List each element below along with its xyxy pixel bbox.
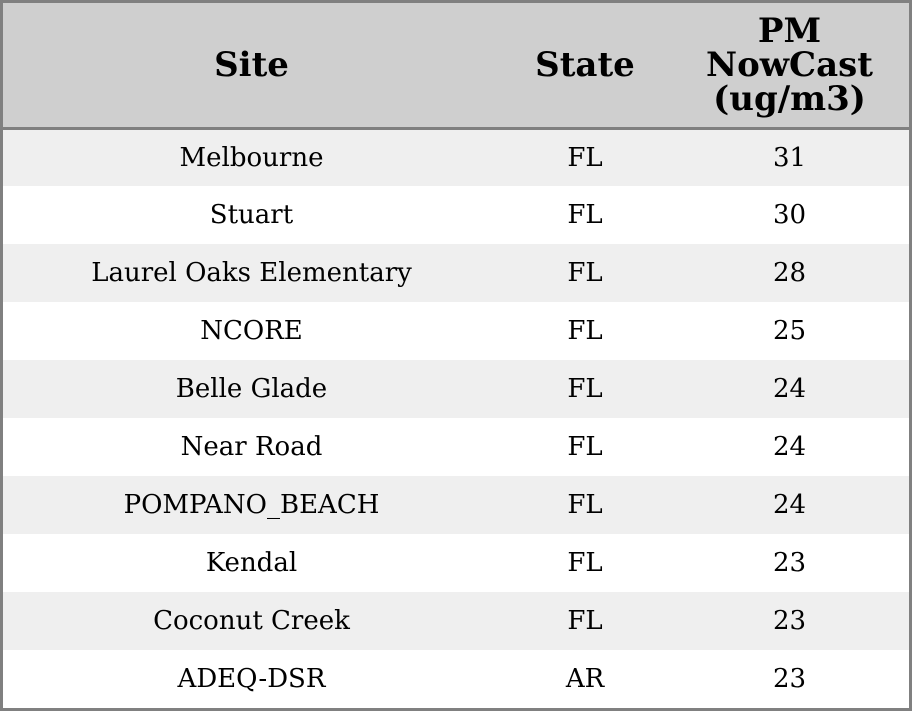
table-body (3, 128, 909, 708)
table-row (3, 418, 909, 476)
cell-pm-value: 30 (772, 200, 807, 230)
cell-pm-value: 24 (772, 432, 807, 462)
cell-state: FL (567, 142, 603, 173)
cell-state: FL (567, 490, 603, 520)
column-header-site (3, 3, 500, 128)
cell-pm-value: 23 (772, 664, 807, 694)
cell-site: ADEQ-DSR (177, 664, 326, 694)
cell-pm-value: 23 (772, 548, 807, 578)
cell-site: Laurel Oaks Elementary (91, 258, 412, 288)
table-row (3, 302, 909, 360)
table-row (3, 128, 909, 186)
column-header-pm-line-1: PM (757, 10, 822, 51)
cell-pm-value: 24 (772, 490, 807, 520)
cell-state: FL (567, 200, 603, 230)
column-header-pm-line-3: (ug/m3) (713, 78, 866, 119)
cell-state: FL (567, 374, 603, 404)
table-row (3, 186, 909, 244)
cell-state: FL (567, 606, 603, 636)
cell-pm-value: 23 (772, 606, 807, 636)
cell-site: Near Road (180, 432, 323, 462)
column-header-site-text: Site (214, 44, 289, 85)
column-header-pm-nowcast (670, 3, 909, 128)
table-row (3, 592, 909, 650)
table-row (3, 244, 909, 302)
cell-pm-value: 25 (772, 316, 807, 346)
cell-site: Coconut Creek (153, 606, 350, 636)
column-header-pm-line-2: NowCast (706, 44, 873, 85)
cell-site: POMPANO_BEACH (123, 490, 380, 520)
table-row (3, 476, 909, 534)
cell-site: Melbourne (179, 142, 324, 173)
cell-state: FL (567, 258, 603, 288)
cell-state: FL (567, 548, 603, 578)
table-row (3, 650, 909, 708)
column-header-state (500, 3, 670, 128)
cell-state: FL (567, 316, 603, 346)
cell-pm-value: 31 (772, 142, 807, 173)
cell-site: Kendal (205, 548, 298, 578)
cell-state: FL (567, 432, 603, 462)
pm-nowcast-table (3, 3, 909, 708)
cell-pm-value: 24 (772, 374, 807, 404)
cell-site: Belle Glade (175, 374, 328, 404)
cell-state: AR (565, 664, 605, 694)
column-header-state-text: State (535, 44, 635, 85)
cell-site: Stuart (209, 200, 294, 230)
table-header (3, 3, 909, 128)
table-row (3, 534, 909, 592)
cell-site: NCORE (200, 316, 303, 346)
cell-pm-value: 28 (772, 258, 807, 288)
header-row (3, 3, 909, 128)
table-row (3, 360, 909, 418)
